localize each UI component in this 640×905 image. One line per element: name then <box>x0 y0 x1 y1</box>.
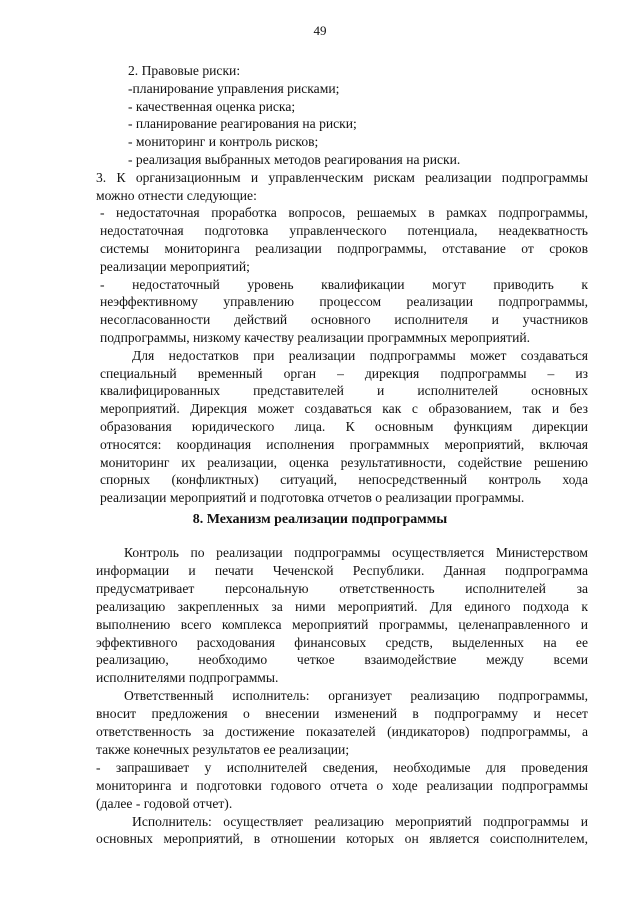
text-line: специальный временный орган – дирекция подпрограммы – из <box>100 365 588 381</box>
text-line: подпрограммы, низкому качеству реализации программных мероприятий. <box>100 330 531 345</box>
text-line: основных мероприятий, в отношении которых он является соисполнителем, <box>96 831 588 847</box>
text-line: Для недостатков при реализации подпрограммы может создаваться <box>132 347 588 363</box>
text-line: мониторинг их реализации, оценка результативности, содействие решению <box>100 454 588 470</box>
text-line: эффективного расходования финансовых средств, выделенных на ее <box>96 634 588 650</box>
text-line: мониторинга и подготовки годового отчета о ходе реализации подпрограммы <box>96 777 588 793</box>
text-line: относятся: координация исполнения программных мероприятий, включая <box>100 436 588 452</box>
text-line: образования юридического лица. К основным функциям дирекции <box>100 419 588 434</box>
text-line: Контроль по реализации подпрограммы осуществляется Министерством <box>124 545 588 560</box>
text-line: 3. К организационным и управленческим рискам реализации подпрограммы <box>96 169 588 185</box>
text-line: Исполнитель: осуществляет реализацию мероприятий подпрограммы и <box>132 813 588 829</box>
text-line: - недостаточный уровень квалификации могут приводить к <box>100 276 588 292</box>
text-line: реализации мероприятий и подготовка отчетов о реализации программы. <box>100 490 525 506</box>
text-line: неэффективному управлению процессом реализации подпрограммы, <box>100 294 588 310</box>
text-line: системы мониторинга реализации подпрограммы, отставание от сроков <box>100 241 588 256</box>
page-number: 49 <box>313 23 327 38</box>
text-line: реализацию, необходимо четкое взаимодействие между всеми <box>96 652 588 668</box>
text-line: вносит предложения о внесении изменений в подпрограмму и несет <box>96 706 588 722</box>
section-heading: 8. Механизм реализации подпрограммы <box>192 512 448 527</box>
text-line: - качественная оценка риска; <box>128 98 296 114</box>
text-line: - реализация выбранных методов реагирования на риски. <box>128 152 461 167</box>
text-line: -планирование управления рисками; <box>128 80 340 96</box>
text-line: информации и печати Чеченской Республики. Данная подпрограмма <box>96 562 588 578</box>
text-line: спорных (конфликтных) ситуаций, непосредственный контроль хода <box>100 472 588 488</box>
text-line: реализации мероприятий; <box>100 258 250 274</box>
text-line: Ответственный исполнитель: организует реализацию подпрограммы, <box>124 688 588 704</box>
text-line: реализацию закрепленных за ними мероприятий. Для единого подхода к <box>96 598 588 614</box>
text-line: - недостаточная проработка вопросов, решаемых в рамках подпрограммы, <box>100 205 588 221</box>
text-line: 2. Правовые риски: <box>128 63 241 78</box>
text-line: недостаточная подготовка управленческого потенциала, неадекватность <box>100 223 588 239</box>
text-line: ответственность за достижение показателей (индикаторов) подпрограммы, а <box>96 724 588 739</box>
text-line: также конечных результатов ее реализации; <box>96 741 350 757</box>
text-line: предусматривает персональную ответственность исполнителей за <box>96 580 588 596</box>
text-line: - планирование реагирования на риски; <box>128 116 357 132</box>
text-line: - запрашивает у исполнителей сведения, необходимые для проведения <box>96 759 588 775</box>
text-line: выполнению всего комплекса мероприятий программы, целенаправленного и <box>96 616 588 632</box>
text-line: мероприятий. Дирекция может создаваться как с образованием, так и без <box>100 401 588 417</box>
text-line: несогласованности действий основного исполнителя и участников <box>100 312 588 328</box>
text-line: - мониторинг и контроль рисков; <box>128 134 319 150</box>
text-line: квалифицированных представителей и исполнителей основных <box>100 383 588 399</box>
text-line: (далее - годовой отчет). <box>96 795 233 811</box>
text-line: исполнителями подпрограммы. <box>96 670 279 686</box>
text-line: можно отнести следующие: <box>96 187 257 203</box>
